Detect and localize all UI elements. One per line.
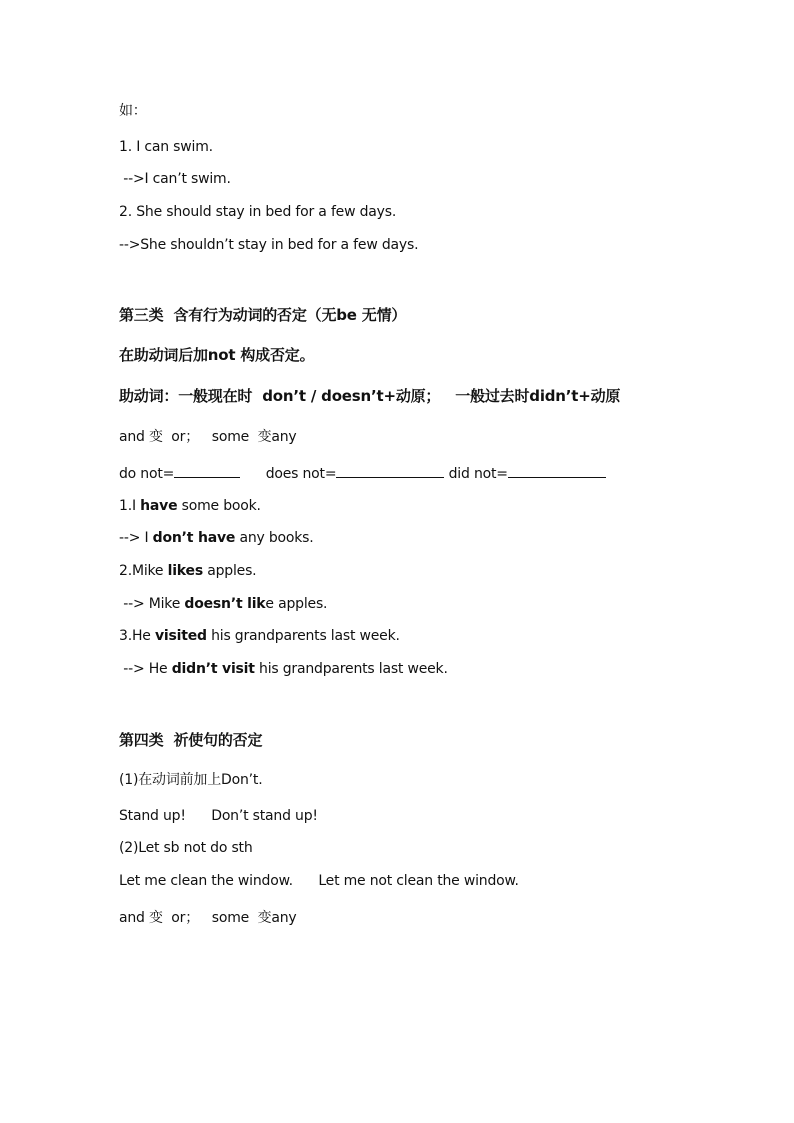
example-keyword: visited	[154, 628, 207, 644]
example-text: apples.	[202, 563, 257, 579]
example-2-negative: -->She shouldn’t stay in bed for a few days.	[119, 237, 419, 253]
example-text: any books.	[235, 530, 314, 546]
example-text: 1.I	[119, 498, 141, 514]
example-keyword: don’t have	[152, 530, 236, 546]
example-text: --> Mike	[119, 596, 185, 612]
section-4-rule-1: (1)在动词前加上Don’t.	[119, 772, 263, 788]
do-not-label: do not=	[119, 466, 175, 482]
section-3-change-rule: and 变 or； some 变any	[119, 429, 297, 445]
example-keyword: doesn’t lik	[184, 596, 266, 612]
does-not-blank[interactable]	[336, 463, 444, 478]
fill-in-line	[119, 463, 606, 484]
example-keyword: didn’t visit	[171, 661, 255, 677]
section-3-auxiliary: 助动词：一般现在时 don’t / doesn’t+动原； 一般过去时didn’t+动原	[119, 387, 621, 405]
example-line	[119, 594, 327, 614]
example-text: some book.	[177, 498, 261, 514]
example-2-positive: 2. She should stay in bed for a few days.	[119, 204, 397, 220]
example-line	[119, 561, 256, 581]
section-4-change-rule: and 变 or； some 变any	[119, 910, 297, 926]
example-line	[119, 626, 400, 646]
section-3-rule: 在助动词后加not 构成否定。	[119, 346, 315, 364]
example-keyword: have	[140, 498, 178, 514]
example-text: his grandparents last week.	[254, 661, 448, 677]
example-text: --> He	[119, 661, 172, 677]
example-text: 3.He	[119, 628, 155, 644]
example-text: e apples.	[265, 596, 328, 612]
section-4-example-1: Stand up! Don’t stand up!	[119, 808, 318, 824]
example-line	[119, 496, 261, 516]
example-line	[119, 528, 314, 548]
example-text: 2.Mike	[119, 563, 168, 579]
does-not-label: does not=	[265, 466, 337, 482]
do-not-blank[interactable]	[174, 463, 240, 478]
did-not-label: did not=	[448, 466, 508, 482]
section-4-example-2: Let me clean the window. Let me not clean the window.	[119, 873, 519, 889]
example-1-positive: 1. I can swim.	[119, 139, 213, 155]
example-text: his grandparents last week.	[206, 628, 400, 644]
section-4-title: 第四类 祈使句的否定	[119, 731, 263, 749]
did-not-blank[interactable]	[508, 463, 606, 478]
section-3-title: 第三类 含有行为动词的否定（无be 无情）	[119, 306, 407, 324]
example-intro: 如：	[119, 103, 147, 119]
example-text: --> I	[119, 530, 153, 546]
section-4-rule-2: (2)Let sb not do sth	[119, 840, 253, 856]
example-line	[119, 659, 448, 679]
example-keyword: likes	[167, 563, 203, 579]
example-1-negative: -->I can’t swim.	[119, 171, 231, 187]
